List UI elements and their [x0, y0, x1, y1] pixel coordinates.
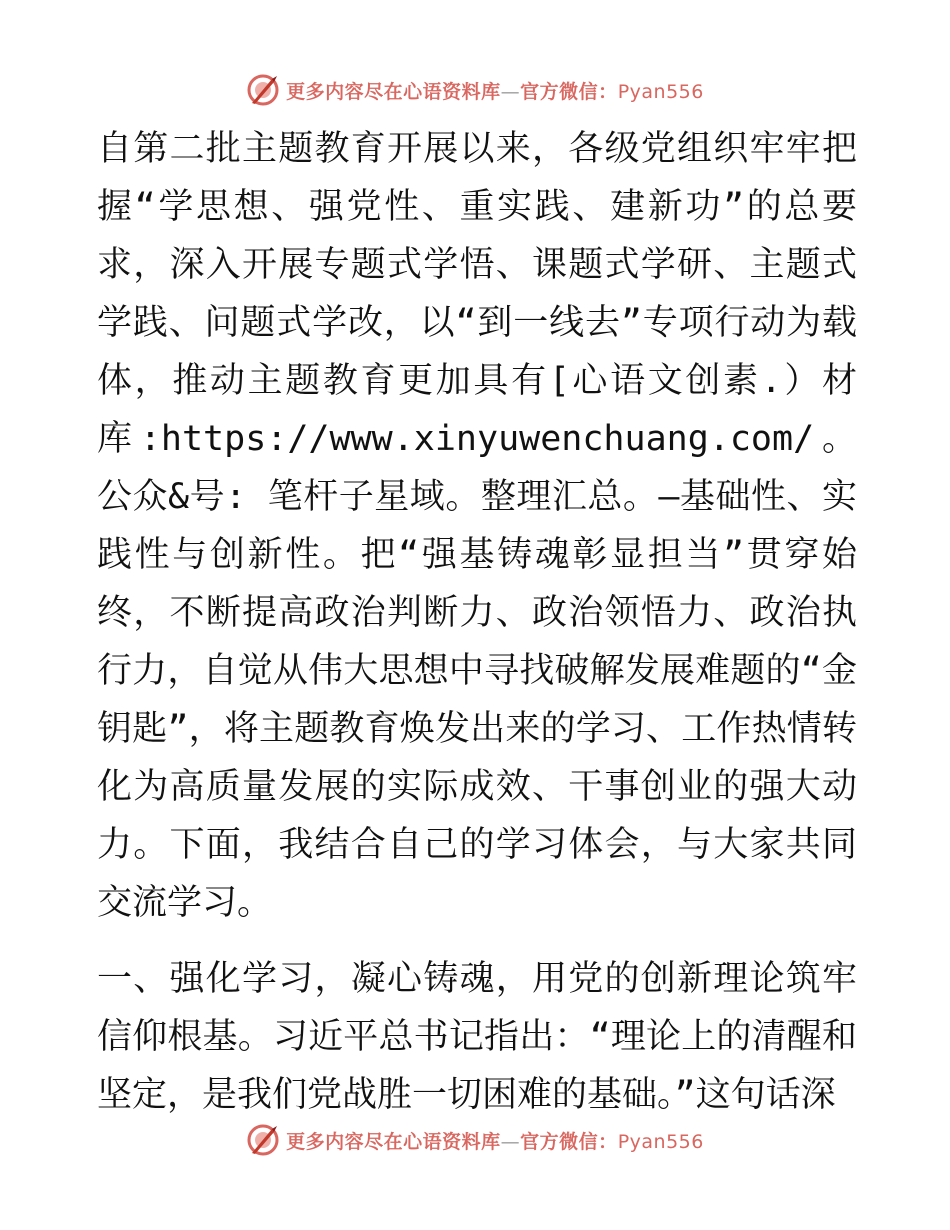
footer-banner-inner — [246, 1123, 704, 1157]
footer-banner-title: 更多内容尽在心语资料库 — [286, 1130, 501, 1153]
footer-banner-handle: Pyan556 — [617, 1130, 704, 1153]
quill-logo-icon — [246, 73, 280, 107]
document-body — [97, 120, 857, 1124]
header-banner-title: 更多内容尽在心语资料库 — [286, 80, 501, 103]
footer-banner-dash: — — [500, 1130, 521, 1153]
header-banner-inner — [246, 73, 704, 107]
intro-paragraph: 自第二批主题教育开展以来，各级党组织牢牢把握“学思想、强党性、重实践、建新功”的总要求，深入开展专题式学悟、课题式学研、主题式学践、问题式学改，以“到一线去”专项行动为载体，推动主题教育更加具有[心语文创素.）材库:https://www.xinyuwenchuang.com/。公众&号: 笔杆子星域。整理汇总。—基础性、实践性与创新性。把“强基铸魂彰显担当”贯穿始终，不断提高政治判断力、政治领悟力、政治执行力，自觉从伟大思想中寻找破解发展难题的“金钥匙”，将主题教育焕发出来的学习、工作热情转化为高质量发展的实际成效、干事创业的强大动力。下面，我结合自己的学习体会，与大家共同交流学习。 — [97, 129, 857, 923]
header-banner-text — [286, 77, 704, 104]
footer-banner — [0, 1120, 950, 1160]
header-banner — [0, 70, 950, 110]
footer-banner-text — [286, 1127, 704, 1154]
header-banner-dash: — — [500, 80, 521, 103]
header-banner-handle: Pyan556 — [617, 80, 704, 103]
header-banner-official: 官方微信： — [520, 80, 618, 103]
section-one-paragraph: 一、强化学习，凝心铸魂，用党的创新理论筑牢信仰根基。习近平总书记指出：“理论上的清醒和坚定，是我们党战胜一切困难的基础。”这句话深 — [97, 959, 857, 1115]
footer-banner-official: 官方微信： — [520, 1130, 618, 1153]
quill-logo-icon — [246, 1123, 280, 1157]
